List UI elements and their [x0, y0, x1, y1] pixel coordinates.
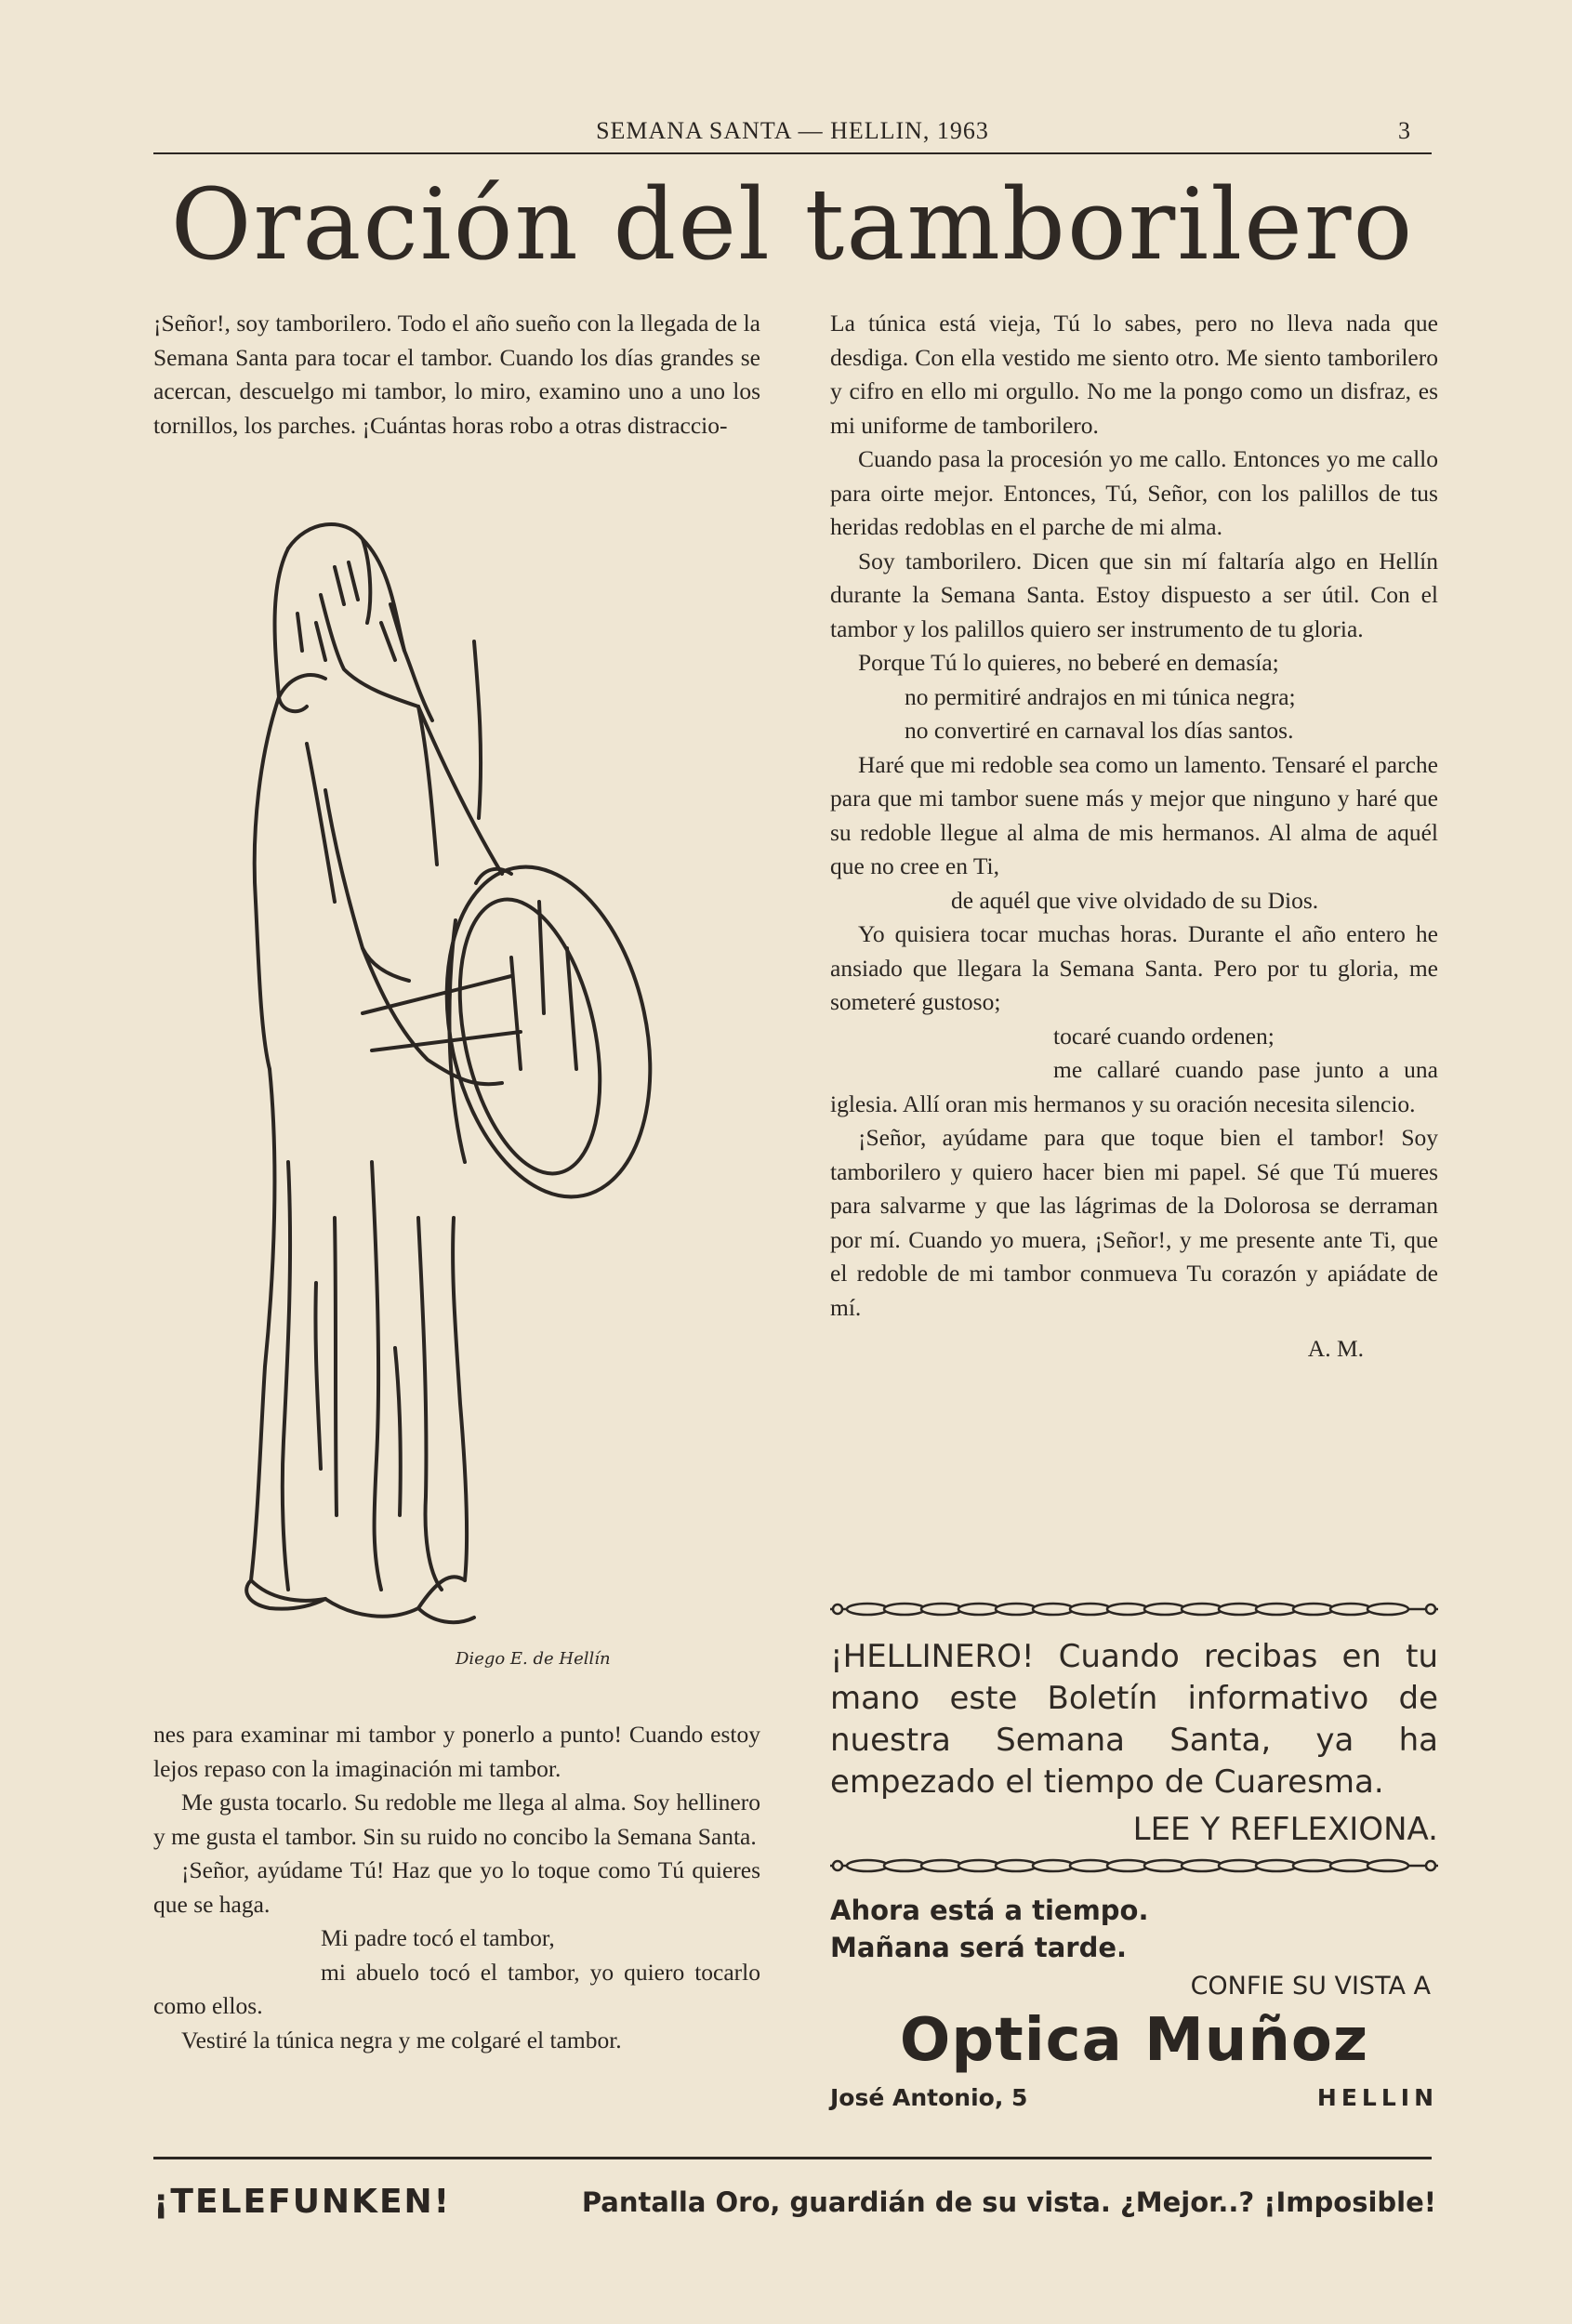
- footer-slogan: Pantalla Oro, guardián de su vista. ¿Mejor..? ¡Imposible!: [581, 2186, 1436, 2218]
- left-column-bottom: [153, 1718, 760, 2057]
- paragraph: Haré que mi redoble sea como un lamento. Tensaré el parche para que mi tambor suene más y mejor que ninguno y haré que su redoble llegue al alma de mis hermanos. Al alma de aquél que no cree en Ti,: [830, 750, 1438, 879]
- paragraph: ¡Señor, ayúdame para que toque bien el tambor! Soy tamborilero y quiero hacer bien mi papel. Sé que Tú mueres para salvarme y que las lágrimas de la Dolorosa se derraman por mí. Cuando yo muera, ¡Señor!, y me presente ante Ti, que el redoble de mi tambor conmueva Tu corazón y apiádate de mí.: [830, 1124, 1438, 1321]
- paragraph: ¡Señor, ayúdame Tú! Haz que yo lo toque como Tú quieres que se haga.: [153, 1856, 760, 1918]
- running-header: [153, 115, 1432, 154]
- ad-business-name: Optica Muñoz: [899, 2006, 1369, 2075]
- paragraph: Me gusta tocarlo. Su redoble me llega al alma. Soy hellinero y me gusta el tambor. Sin su ruido no concibo la Semana Santa.: [153, 1789, 760, 1850]
- optica-advertisement: [830, 1892, 1438, 2116]
- hellinero-notice: [830, 1636, 1438, 1851]
- notice-closing: LEE Y REFLEXIONA.: [1132, 1811, 1438, 1848]
- ad-tagline: CONFIE SU VISTA A: [1190, 1972, 1431, 2000]
- right-column: [830, 307, 1438, 1367]
- chain-divider-top: [830, 1597, 1438, 1621]
- page-number: 3: [1398, 117, 1411, 144]
- footer-rule: [153, 2157, 1432, 2159]
- paragraph: de aquél que vive olvidado de su Dios.: [951, 886, 1319, 914]
- ad-city: HELLIN: [1316, 2084, 1438, 2111]
- ad-line: Mañana será tarde.: [830, 1932, 1128, 1963]
- illustration-signature: Diego E. de Hellín: [456, 1649, 611, 1669]
- paragraph: Porque Tú lo quieres, no beberé en demasía;: [858, 649, 1279, 676]
- running-title: SEMANA SANTA — HELLIN, 1963: [596, 117, 989, 144]
- paragraph: ¡Señor!, soy tamborilero. Todo el año sueño con la llegada de la Semana Santa para tocar el tambor. Cuando los días grandes se acercan, descuelgo mi tambor, lo miro, examino uno a uno los tornillos, los parches. ¡Cuántas horas robo a otras distraccio-: [153, 310, 760, 439]
- ad-address: José Antonio, 5: [830, 2084, 1028, 2111]
- paragraph: Yo quisiera tocar muchas horas. Durante el año entero he ansiado que llegara la Semana Santa. Pero por tu gloria, me someteré gustoso;: [830, 920, 1438, 1015]
- paragraph: Soy tamborilero. Dicen que sin mí faltaría algo en Hellín durante la Semana Santa. Estoy dispuesto a ser útil. Con el tambor y los palillos quiero ser instrumento de tu gloria.: [830, 547, 1438, 642]
- paragraph: tocaré cuando ordenen;: [1053, 1022, 1275, 1050]
- footer-brand: ¡TELEFUNKEN!: [153, 2183, 452, 2221]
- ad-line: Ahora está a tiempo.: [830, 1895, 1149, 1926]
- paragraph: no convertiré en carnaval los días santos.: [905, 717, 1294, 744]
- article-title: Oración del tamborilero: [170, 167, 1415, 282]
- footer-advertisement: [153, 2183, 1436, 2229]
- paragraph: no permitiré andrajos en mi túnica negra;: [905, 682, 1296, 710]
- paragraph: me callaré cuando pase junto a una iglesia. Allí oran mis hermanos y su oración necesita silencio.: [830, 1056, 1438, 1117]
- left-column-top: [153, 307, 760, 442]
- drummer-illustration: [232, 511, 679, 1692]
- paragraph: nes para examinar mi tambor y ponerlo a punto! Cuando estoy lejos repaso con la imaginación mi tambor.: [153, 1721, 760, 1782]
- paragraph: Mi padre tocó el tambor,: [321, 1924, 555, 1951]
- paragraph: Vestiré la túnica negra y me colgaré el tambor.: [181, 2026, 622, 2053]
- paragraph: Cuando pasa la procesión yo me callo. Entonces yo me callo para oirte mejor. Entonces, Tú, Señor, con los palillos de tus heridas redoblas en el parche de mi alma.: [830, 445, 1438, 540]
- author-signature: A. M.: [1307, 1335, 1364, 1362]
- notice-text: ¡HELLINERO! Cuando recibas en tu mano este Boletín informativo de nuestra Semana Santa, ya ha empezado el tiempo de Cuaresma.: [830, 1638, 1438, 1801]
- ad-address-row: [830, 2084, 1438, 2116]
- paragraph: La túnica está vieja, Tú lo sabes, pero no lleva nada que desdiga. Con ella vestido me siento otro. Me siento tamborilero y cifro en ello mi orgullo. No me la pongo como un disfraz, es mi uniforme de tamborilero.: [830, 310, 1438, 439]
- paragraph: mi abuelo tocó el tambor, yo quiero tocarlo como ellos.: [153, 1958, 760, 2019]
- chain-divider-bottom: [830, 1854, 1438, 1878]
